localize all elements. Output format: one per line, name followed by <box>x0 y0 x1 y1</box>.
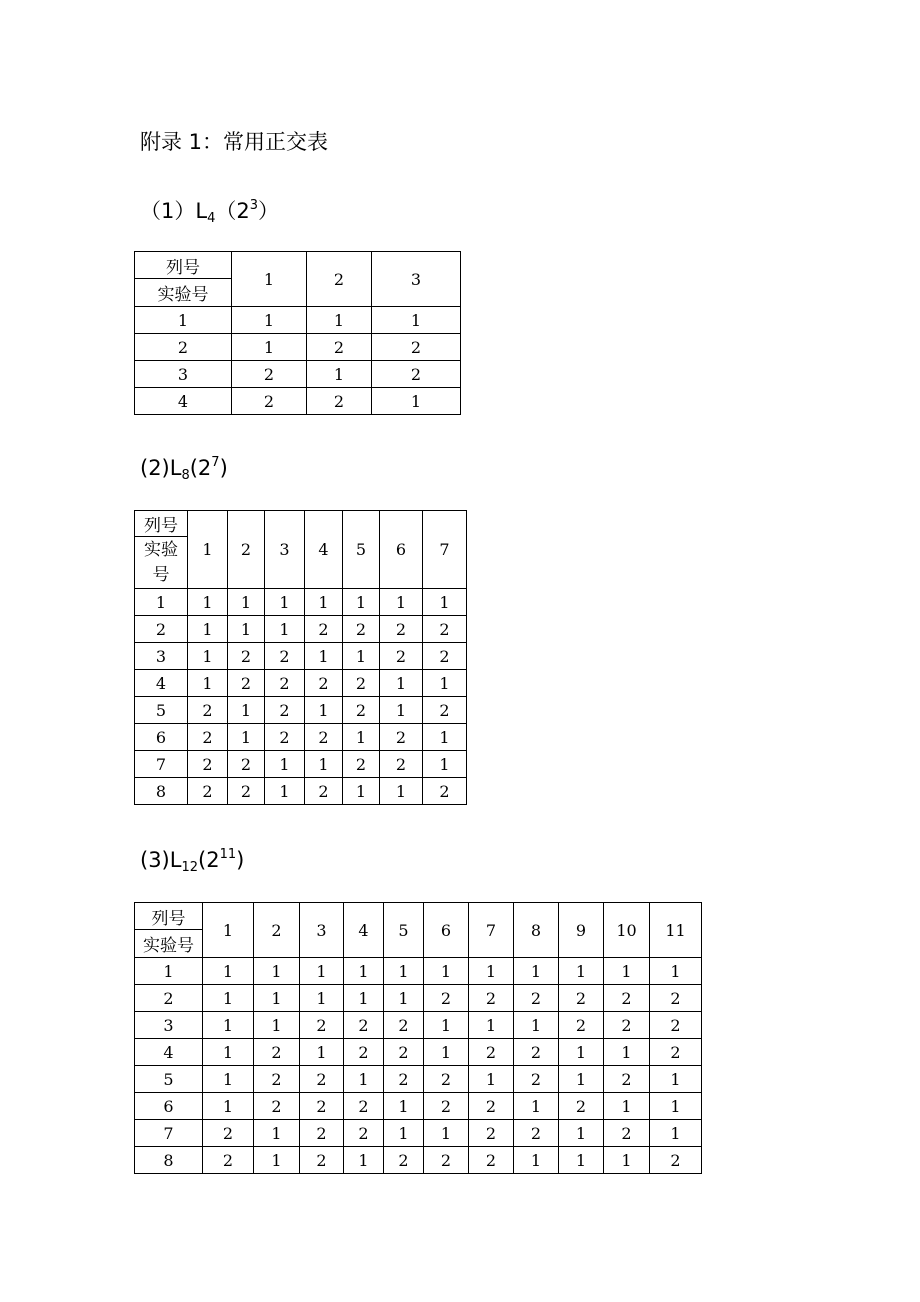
table-cell: 1 <box>344 1066 384 1093</box>
table-cell: 1 <box>469 1012 514 1039</box>
section-label-prefix: （1）L <box>140 199 208 223</box>
row-header-top-cell: 列号 <box>135 903 203 930</box>
table-cell: 1 <box>604 1093 650 1120</box>
column-header: 8 <box>514 903 559 958</box>
table-cell: 2 <box>265 670 305 697</box>
row-id-cell: 2 <box>135 985 203 1012</box>
table-cell: 2 <box>423 778 467 805</box>
table-cell: 1 <box>188 670 228 697</box>
column-header: 3 <box>300 903 344 958</box>
column-header: 4 <box>344 903 384 958</box>
table-cell: 1 <box>559 1039 604 1066</box>
table-row <box>135 697 467 724</box>
table-cell: 1 <box>300 958 344 985</box>
row-header-bottom-cell: 实验号 <box>135 930 203 958</box>
section-label-superscript: 11 <box>219 847 237 862</box>
table-cell: 2 <box>514 985 559 1012</box>
table-cell: 2 <box>188 778 228 805</box>
table-cell: 2 <box>307 334 372 361</box>
table-cell: 2 <box>650 1039 702 1066</box>
table-cell: 2 <box>423 616 467 643</box>
section-label-superscript: 3 <box>249 198 258 213</box>
table-cell: 2 <box>188 724 228 751</box>
table-cell: 1 <box>254 1147 300 1174</box>
table-cell: 2 <box>300 1147 344 1174</box>
table-cell: 2 <box>380 616 423 643</box>
row-header-top-cell: 列号 <box>135 252 232 279</box>
column-header: 4 <box>305 511 343 589</box>
row-id-cell: 3 <box>135 361 232 388</box>
table-cell: 1 <box>307 307 372 334</box>
column-header: 1 <box>232 252 307 307</box>
table-cell: 2 <box>305 670 343 697</box>
table-row <box>135 1147 702 1174</box>
table-cell: 2 <box>372 361 461 388</box>
table-cell: 2 <box>650 985 702 1012</box>
table-cell: 1 <box>305 697 343 724</box>
table-cell: 2 <box>305 724 343 751</box>
table-cell: 1 <box>228 616 265 643</box>
table-cell: 1 <box>424 958 469 985</box>
table-cell: 2 <box>650 1147 702 1174</box>
table-cell: 1 <box>650 1066 702 1093</box>
section-label-superscript: 7 <box>211 455 220 470</box>
table-cell: 1 <box>188 589 228 616</box>
table-row <box>135 1093 702 1120</box>
table-row <box>135 616 467 643</box>
table-cell: 1 <box>265 589 305 616</box>
table-cell: 2 <box>203 1147 254 1174</box>
table-cell: 2 <box>228 751 265 778</box>
table-cell: 2 <box>300 1066 344 1093</box>
row-header-bottom-cell: 实验号 <box>135 279 232 307</box>
table-cell: 2 <box>604 1012 650 1039</box>
row-id-cell: 8 <box>135 1147 203 1174</box>
table-cell: 1 <box>344 985 384 1012</box>
table-cell: 1 <box>228 724 265 751</box>
row-id-cell: 4 <box>135 670 188 697</box>
table-cell: 1 <box>344 958 384 985</box>
section-label-mid: (2 <box>198 848 220 872</box>
section-label-suffix: ) <box>219 456 228 480</box>
table-cell: 2 <box>265 697 305 724</box>
row-id-cell: 5 <box>135 1066 203 1093</box>
table-cell: 2 <box>469 1093 514 1120</box>
table-row <box>135 670 467 697</box>
table-cell: 1 <box>559 958 604 985</box>
column-header: 3 <box>372 252 461 307</box>
table-cell: 2 <box>469 1120 514 1147</box>
table-cell: 2 <box>188 697 228 724</box>
table-cell: 1 <box>305 643 343 670</box>
table-cell: 1 <box>254 1012 300 1039</box>
table-cell: 2 <box>254 1066 300 1093</box>
row-id-cell: 2 <box>135 616 188 643</box>
table-cell: 2 <box>228 643 265 670</box>
table-cell: 1 <box>384 985 424 1012</box>
table-cell: 2 <box>384 1066 424 1093</box>
table-cell: 1 <box>559 1066 604 1093</box>
table-cell: 2 <box>384 1012 424 1039</box>
table-cell: 2 <box>305 616 343 643</box>
table-cell: 1 <box>203 1093 254 1120</box>
table-cell: 2 <box>232 388 307 415</box>
section-label-subscript: 12 <box>181 860 198 875</box>
table-cell: 2 <box>380 724 423 751</box>
table-cell: 2 <box>423 643 467 670</box>
row-id-cell: 6 <box>135 1093 203 1120</box>
table-cell: 1 <box>203 1066 254 1093</box>
table-cell: 1 <box>343 724 380 751</box>
column-header: 9 <box>559 903 604 958</box>
table-cell: 1 <box>228 589 265 616</box>
table-cell: 1 <box>384 1093 424 1120</box>
section-label-suffix: ) <box>236 848 245 872</box>
section-label-mid: (2 <box>189 456 212 480</box>
table-cell: 2 <box>300 1120 344 1147</box>
column-header: 2 <box>254 903 300 958</box>
table-row <box>135 985 702 1012</box>
table-cell: 2 <box>424 1093 469 1120</box>
table-cell: 1 <box>305 589 343 616</box>
table-cell: 1 <box>188 643 228 670</box>
table-cell: 2 <box>344 1120 384 1147</box>
section-label-prefix: (3)L <box>140 848 182 872</box>
table-cell: 2 <box>300 1012 344 1039</box>
column-header: 5 <box>343 511 380 589</box>
table-cell: 2 <box>384 1147 424 1174</box>
table-cell: 2 <box>300 1093 344 1120</box>
section-label-prefix: (2)L <box>140 456 182 480</box>
table-row <box>135 778 467 805</box>
column-header: 7 <box>423 511 467 589</box>
table-cell: 1 <box>514 1147 559 1174</box>
table-cell: 1 <box>305 751 343 778</box>
table-cell: 2 <box>469 1147 514 1174</box>
table-cell: 2 <box>265 724 305 751</box>
table-cell: 2 <box>372 334 461 361</box>
table-cell: 1 <box>300 985 344 1012</box>
table-cell: 1 <box>265 751 305 778</box>
table-cell: 1 <box>254 1120 300 1147</box>
table-cell: 1 <box>228 697 265 724</box>
table-cell: 1 <box>650 958 702 985</box>
table-row <box>135 361 461 388</box>
table-cell: 2 <box>604 1120 650 1147</box>
table-cell: 1 <box>423 751 467 778</box>
table-cell: 1 <box>372 388 461 415</box>
table-cell: 2 <box>469 1039 514 1066</box>
column-header: 11 <box>650 903 702 958</box>
column-header: 2 <box>307 252 372 307</box>
table-cell: 2 <box>380 643 423 670</box>
table-cell: 1 <box>380 778 423 805</box>
row-header-bottom-line: 号 <box>152 564 170 585</box>
table-cell: 2 <box>343 670 380 697</box>
table-cell: 1 <box>604 1147 650 1174</box>
table-cell: 2 <box>344 1039 384 1066</box>
table-cell: 2 <box>559 1012 604 1039</box>
row-id-cell: 4 <box>135 388 232 415</box>
table-cell: 1 <box>384 958 424 985</box>
section-label-mid: （2 <box>215 199 250 223</box>
orthogonal-table-l12 <box>134 902 702 1174</box>
row-header-bottom-cell <box>135 537 188 589</box>
table-cell: 1 <box>203 985 254 1012</box>
table-cell: 2 <box>514 1120 559 1147</box>
table-cell: 1 <box>604 1039 650 1066</box>
table-cell: 1 <box>424 1120 469 1147</box>
column-header: 10 <box>604 903 650 958</box>
table-cell: 1 <box>300 1039 344 1066</box>
row-id-cell: 3 <box>135 1012 203 1039</box>
table-cell: 2 <box>469 985 514 1012</box>
table-cell: 2 <box>343 616 380 643</box>
table-row <box>135 724 467 751</box>
table-row <box>135 1039 702 1066</box>
table-cell: 1 <box>469 958 514 985</box>
row-id-cell: 7 <box>135 1120 203 1147</box>
table-cell: 2 <box>203 1120 254 1147</box>
table-cell: 1 <box>344 1147 384 1174</box>
column-header: 6 <box>380 511 423 589</box>
section-2-heading <box>140 455 228 483</box>
row-id-cell: 5 <box>135 697 188 724</box>
table-cell: 2 <box>265 643 305 670</box>
table-cell: 2 <box>604 985 650 1012</box>
table-row <box>135 307 461 334</box>
table-row <box>135 589 467 616</box>
column-header: 6 <box>424 903 469 958</box>
column-header: 1 <box>203 903 254 958</box>
table-cell: 1 <box>372 307 461 334</box>
table-cell: 2 <box>514 1039 559 1066</box>
table-cell: 1 <box>188 616 228 643</box>
table-cell: 2 <box>559 1093 604 1120</box>
table-cell: 1 <box>232 307 307 334</box>
table-cell: 2 <box>305 778 343 805</box>
table-cell: 2 <box>232 361 307 388</box>
table-cell: 1 <box>559 1147 604 1174</box>
table-cell: 2 <box>423 697 467 724</box>
table-row <box>135 643 467 670</box>
table-cell: 1 <box>423 670 467 697</box>
table-cell: 1 <box>254 985 300 1012</box>
table-cell: 2 <box>344 1093 384 1120</box>
column-header: 1 <box>188 511 228 589</box>
table-cell: 1 <box>343 778 380 805</box>
table-cell: 1 <box>514 1012 559 1039</box>
table-cell: 1 <box>650 1093 702 1120</box>
table-cell: 1 <box>423 589 467 616</box>
row-id-cell: 1 <box>135 307 232 334</box>
table-cell: 1 <box>384 1120 424 1147</box>
table-cell: 1 <box>254 958 300 985</box>
table-cell: 1 <box>380 670 423 697</box>
orthogonal-table-l4 <box>134 251 461 415</box>
column-header: 5 <box>384 903 424 958</box>
row-id-cell: 4 <box>135 1039 203 1066</box>
table-cell: 1 <box>604 958 650 985</box>
table-cell: 2 <box>384 1039 424 1066</box>
row-id-cell: 3 <box>135 643 188 670</box>
section-1-heading <box>140 195 279 226</box>
table-cell: 2 <box>188 751 228 778</box>
table-cell: 2 <box>343 697 380 724</box>
table-cell: 2 <box>424 1147 469 1174</box>
section-label-subscript: 8 <box>181 468 190 483</box>
table-row <box>135 1066 702 1093</box>
table-cell: 1 <box>203 1039 254 1066</box>
table-cell: 2 <box>254 1039 300 1066</box>
row-id-cell: 8 <box>135 778 188 805</box>
table-cell: 1 <box>380 697 423 724</box>
table-cell: 2 <box>344 1012 384 1039</box>
table-row <box>135 388 461 415</box>
row-id-cell: 1 <box>135 589 188 616</box>
column-header: 7 <box>469 903 514 958</box>
table-cell: 1 <box>650 1120 702 1147</box>
row-id-cell: 7 <box>135 751 188 778</box>
table-cell: 1 <box>424 1012 469 1039</box>
table-cell: 2 <box>559 985 604 1012</box>
table-cell: 1 <box>203 958 254 985</box>
row-id-cell: 2 <box>135 334 232 361</box>
table-cell: 1 <box>307 361 372 388</box>
table-cell: 2 <box>424 1066 469 1093</box>
table-cell: 2 <box>650 1012 702 1039</box>
column-header: 3 <box>265 511 305 589</box>
table-cell: 2 <box>228 670 265 697</box>
row-id-cell: 1 <box>135 958 203 985</box>
row-header-top-cell: 列号 <box>135 511 188 537</box>
table-row <box>135 751 467 778</box>
table-cell: 1 <box>232 334 307 361</box>
table-cell: 2 <box>254 1093 300 1120</box>
table-cell: 1 <box>265 616 305 643</box>
row-header-bottom-line: 实验 <box>144 539 178 560</box>
table-cell: 1 <box>203 1012 254 1039</box>
table-cell: 1 <box>423 724 467 751</box>
table-cell: 1 <box>469 1066 514 1093</box>
table-cell: 2 <box>604 1066 650 1093</box>
table-cell: 1 <box>265 778 305 805</box>
section-label-subscript: 4 <box>207 211 216 226</box>
table-row <box>135 1120 702 1147</box>
row-id-cell: 6 <box>135 724 188 751</box>
table-cell: 1 <box>514 1093 559 1120</box>
orthogonal-table-l8 <box>134 510 467 805</box>
table-cell: 2 <box>380 751 423 778</box>
table-cell: 2 <box>424 985 469 1012</box>
table-cell: 1 <box>343 589 380 616</box>
table-cell: 1 <box>343 643 380 670</box>
table-cell: 1 <box>559 1120 604 1147</box>
section-label-suffix: ） <box>258 199 279 223</box>
table-cell: 2 <box>343 751 380 778</box>
table-cell: 2 <box>514 1066 559 1093</box>
page-title: 附录 1：常用正交表 <box>140 130 329 154</box>
table-cell: 2 <box>307 388 372 415</box>
table-row <box>135 1012 702 1039</box>
section-3-heading <box>140 847 244 875</box>
table-row <box>135 958 702 985</box>
table-cell: 1 <box>514 958 559 985</box>
table-row <box>135 334 461 361</box>
column-header: 2 <box>228 511 265 589</box>
table-cell: 1 <box>424 1039 469 1066</box>
table-cell: 1 <box>380 589 423 616</box>
table-cell: 2 <box>228 778 265 805</box>
